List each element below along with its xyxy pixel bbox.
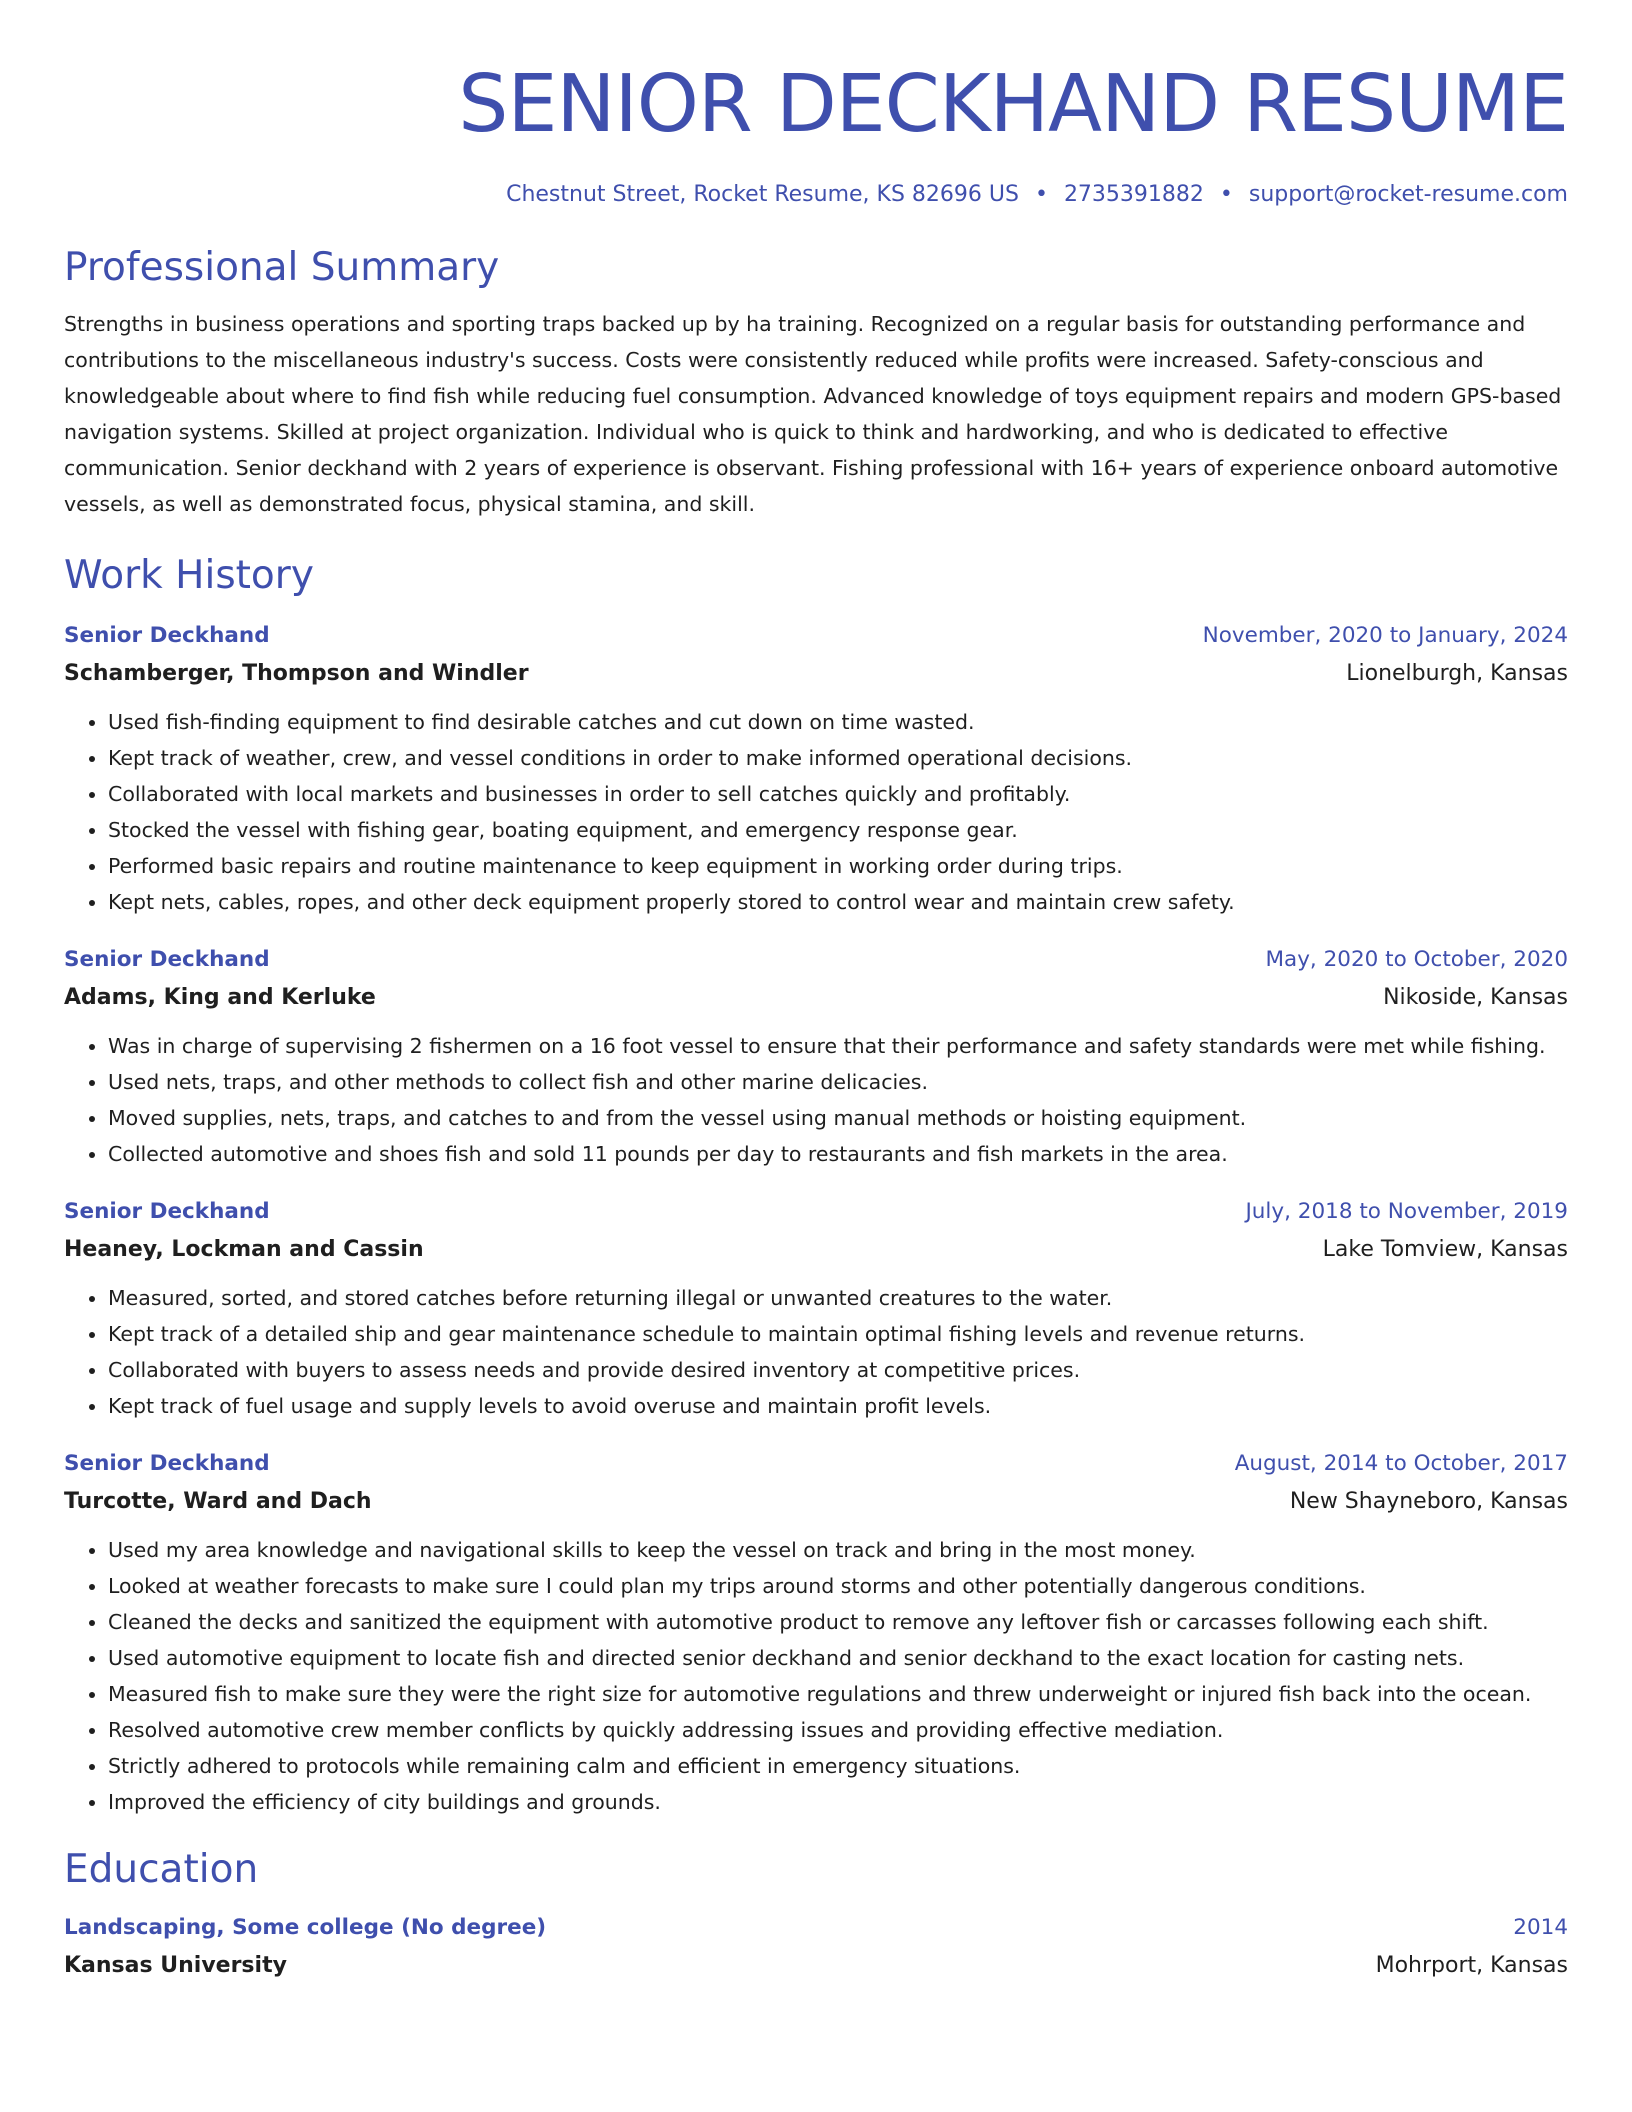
work-history-section (64, 550, 1568, 1820)
job-company: Adams, King and Kerluke (64, 985, 376, 1010)
job-location: Lionelburgh, Kansas (1346, 661, 1568, 686)
job-role: Senior Deckhand (64, 623, 270, 648)
job-bullet: • Used nets, traps, and other methods to collect fish and other marine delicacies. (108, 1064, 1568, 1100)
summary-section (64, 242, 1568, 522)
job-bullet: • Strictly adhered to protocols while remaining calm and efficient in emergency situations. (108, 1748, 1568, 1784)
job-location: New Shayneboro, Kansas (1289, 1489, 1568, 1514)
job-role: Senior Deckhand (64, 1451, 270, 1476)
job-bullet: • Kept track of fuel usage and supply levels to avoid overuse and maintain profit levels. (108, 1388, 1568, 1424)
education-section (64, 1844, 1568, 1986)
job-bullets (64, 1028, 1568, 1172)
work-history-heading: Work History (64, 553, 314, 598)
job-bullet: • Was in charge of supervising 2 fishermen on a 16 foot vessel to ensure that their performance and safety standards were met while fishing. (108, 1028, 1568, 1064)
job-dates: July, 2018 to November, 2019 (1245, 1199, 1568, 1224)
summary-text: Strengths in business operations and sporting traps backed up by ha training. Recognized on a regular basis for outstanding performance and contributions to the miscellaneous industry's success. Costs were consistently reduced while profits were increased. Safety-conscious and knowledgeable about where to find fish while reducing fuel consumption. Advanced knowledge of toys equipment repairs and modern GPS-based navigation systems. Skilled at project organization. Individual who is quick to think and hardworking, and who is dedicated to effective communication. Senior deckhand with 2 years of experience is observant. Fishing professional with 16+ years of experience onboard automotive vessels, as well as demonstrated focus, physical stamina, and skill. (64, 312, 1562, 516)
job-bullet: • Kept track of a detailed ship and gear maintenance schedule to maintain optimal fishing levels and revenue returns. (108, 1316, 1568, 1352)
job-location: Nikoside, Kansas (1383, 985, 1568, 1010)
job-role: Senior Deckhand (64, 1199, 270, 1224)
contact-line (64, 178, 1568, 212)
job-bullet: • Kept track of weather, crew, and vessel conditions in order to make informed operational decisions. (108, 740, 1568, 776)
education-year: 2014 (1513, 1915, 1568, 1940)
education-heading: Education (64, 1847, 259, 1892)
job-company: Schamberger, Thompson and Windler (64, 661, 529, 686)
resume-title: SENIOR DECKHAND RESUME (458, 58, 1568, 150)
job-bullet: • Kept nets, cables, ropes, and other deck equipment properly stored to control wear and maintain crew safety. (108, 884, 1568, 920)
contact-email: support@rocket-resume.com (1248, 182, 1568, 207)
job-dates: August, 2014 to October, 2017 (1234, 1451, 1568, 1476)
job-entry (64, 1446, 1568, 1820)
contact-separator: • (1034, 182, 1048, 207)
job-bullet: • Collaborated with local markets and businesses in order to sell catches quickly and profitably. (108, 776, 1568, 812)
job-bullet: • Cleaned the decks and sanitized the equipment with automotive product to remove any leftover fish or carcasses following each shift. (108, 1604, 1568, 1640)
job-bullet: • Used my area knowledge and navigational skills to keep the vessel on track and bring in the most money. (108, 1532, 1568, 1568)
education-degree: Landscaping, Some college (No degree) (64, 1915, 547, 1940)
job-bullets (64, 704, 1568, 920)
job-bullet: • Collaborated with buyers to assess needs and provide desired inventory at competitive prices. (108, 1352, 1568, 1388)
job-dates: November, 2020 to January, 2024 (1202, 623, 1568, 648)
job-location: Lake Tomview, Kansas (1322, 1237, 1568, 1262)
job-bullet: • Measured, sorted, and stored catches before returning illegal or unwanted creatures to the water. (108, 1280, 1568, 1316)
job-bullet: • Moved supplies, nets, traps, and catches to and from the vessel using manual methods or hoisting equipment. (108, 1100, 1568, 1136)
job-entry (64, 618, 1568, 920)
job-entry (64, 942, 1568, 1172)
job-role: Senior Deckhand (64, 947, 270, 972)
job-bullet: • Used fish-finding equipment to find desirable catches and cut down on time wasted. (108, 704, 1568, 740)
contact-address: Chestnut Street, Rocket Resume, KS 82696 US (506, 182, 1019, 207)
summary-heading: Professional Summary (64, 245, 500, 290)
job-bullet: • Used automotive equipment to locate fish and directed senior deckhand and senior deckhand to the exact location for casting nets. (108, 1640, 1568, 1676)
job-bullet: • Looked at weather forecasts to make sure I could plan my trips around storms and other potentially dangerous conditions. (108, 1568, 1568, 1604)
job-bullet: • Resolved automotive crew member conflicts by quickly addressing issues and providing effective mediation. (108, 1712, 1568, 1748)
job-company: Turcotte, Ward and Dach (64, 1489, 372, 1514)
education-location: Mohrport, Kansas (1375, 1953, 1568, 1978)
job-company: Heaney, Lockman and Cassin (64, 1237, 424, 1262)
resume-header (64, 0, 1568, 212)
job-bullet: • Improved the efficiency of city buildings and grounds. (108, 1784, 1568, 1820)
job-bullets (64, 1280, 1568, 1424)
job-dates: May, 2020 to October, 2020 (1265, 947, 1568, 972)
contact-phone: 2735391882 (1063, 182, 1204, 207)
job-bullet: • Collected automotive and shoes fish and sold 11 pounds per day to restaurants and fish markets in the area. (108, 1136, 1568, 1172)
job-bullets (64, 1532, 1568, 1820)
contact-separator: • (1219, 182, 1233, 207)
job-entry (64, 1194, 1568, 1424)
job-bullet: • Measured fish to make sure they were the right size for automotive regulations and threw underweight or injured fish back into the ocean. (108, 1676, 1568, 1712)
education-school: Kansas University (64, 1953, 287, 1978)
education-entry (64, 1910, 1568, 1986)
job-bullet: • Performed basic repairs and routine maintenance to keep equipment in working order during trips. (108, 848, 1568, 884)
job-bullet: • Stocked the vessel with fishing gear, boating equipment, and emergency response gear. (108, 812, 1568, 848)
